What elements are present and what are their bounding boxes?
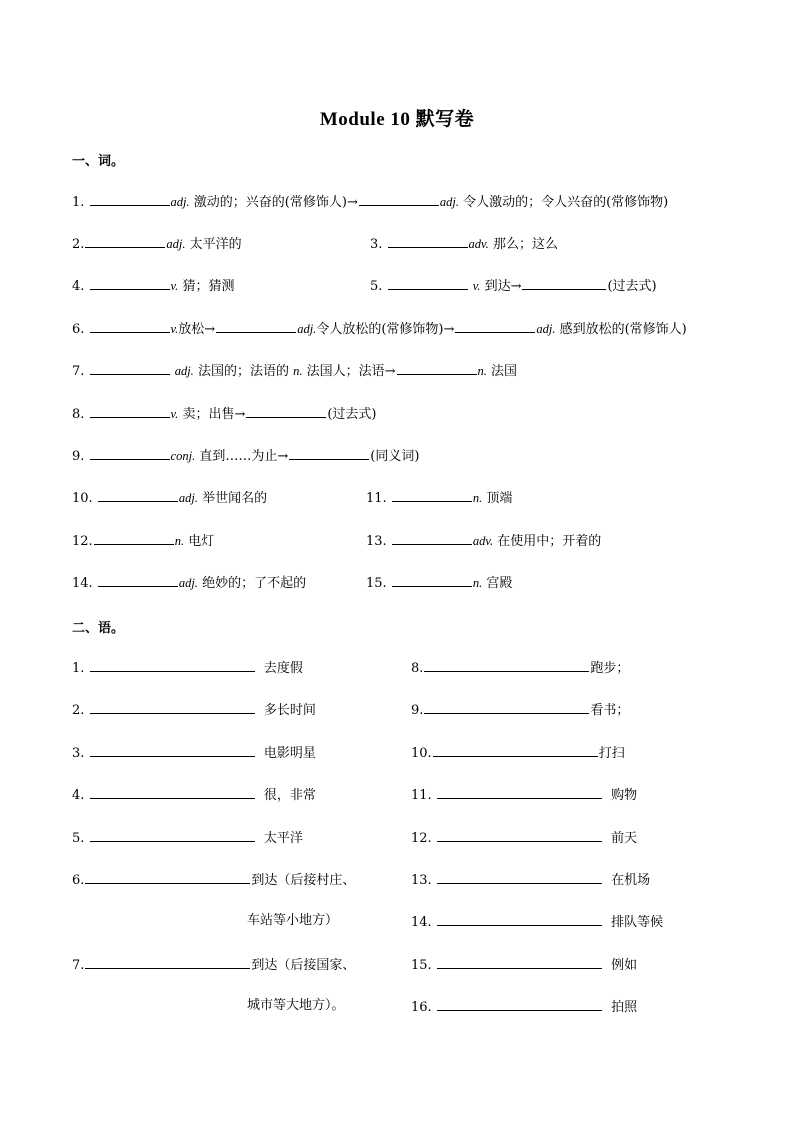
item-number: 9.: [72, 449, 85, 464]
item-number: 15.: [411, 958, 432, 973]
answer-blank[interactable]: [437, 785, 602, 799]
answer-blank[interactable]: [85, 955, 250, 969]
phrase-item-4: [72, 785, 316, 805]
item-number: 4.: [72, 788, 85, 803]
item-number: 12.: [411, 831, 432, 846]
item-number: 14.: [72, 576, 93, 591]
item-number: 6.: [72, 322, 85, 337]
definition: 电灯: [188, 534, 215, 549]
answer-blank[interactable]: [90, 319, 170, 333]
pos-label: adj.: [439, 195, 459, 209]
phrase-meaning: 太平洋: [263, 831, 303, 846]
phrase-item-5: [72, 828, 303, 848]
pos-label: adj.: [178, 576, 198, 590]
pos-label: adj.: [174, 364, 194, 378]
answer-blank[interactable]: [85, 870, 250, 884]
pos-label: adv.: [472, 534, 494, 548]
pos-label: n.: [174, 534, 185, 548]
phrase-item-16: [411, 997, 637, 1017]
answer-blank[interactable]: [90, 658, 255, 672]
answer-blank[interactable]: [388, 234, 468, 248]
pos-label: n.: [477, 364, 487, 378]
definition: 令人放松的(常修饰物)→: [316, 322, 455, 337]
vocab-item-5: [370, 276, 657, 296]
phrase-meaning: 很，非常: [263, 788, 316, 803]
definition: 放松→: [178, 322, 216, 337]
definition: 到达→: [484, 279, 522, 294]
phrase-item-3: [72, 743, 316, 763]
definition: 举世闻名的: [202, 491, 268, 506]
pos-label: n.: [472, 491, 483, 505]
answer-blank[interactable]: [90, 361, 170, 375]
answer-blank[interactable]: [392, 531, 472, 545]
definition: 直到……为止→: [199, 449, 289, 464]
pos-label: v.: [170, 322, 179, 336]
item-number: 6.: [72, 873, 85, 888]
answer-blank[interactable]: [437, 870, 602, 884]
pos-label: conj.: [170, 449, 196, 463]
pos-label: n.: [472, 576, 483, 590]
phrase-item-9: [411, 700, 629, 720]
vocab-item-8: [72, 404, 377, 424]
phrase-item-10: [411, 743, 625, 763]
item-number: 11.: [411, 788, 432, 803]
answer-blank[interactable]: [90, 700, 255, 714]
pos-label: adj.: [536, 322, 556, 336]
phrase-item-15: [411, 955, 637, 975]
phrase-meaning: 去度假: [263, 661, 303, 676]
phrase-item-6: [72, 870, 355, 890]
item-number: 7.: [72, 364, 85, 379]
phrase-item-7-continued: 城市等大地方）。: [247, 998, 345, 1013]
answer-blank[interactable]: [289, 446, 369, 460]
pos-label: adv.: [468, 237, 489, 251]
item-number: 8.: [72, 407, 85, 422]
item-number: 16.: [411, 1000, 432, 1015]
answer-blank[interactable]: [90, 743, 255, 757]
vocab-item-10: [72, 488, 267, 508]
item-number: 4.: [72, 279, 85, 294]
definition: 猜；猜测: [182, 279, 235, 294]
definition: 那么；这么: [492, 237, 558, 252]
answer-blank[interactable]: [392, 573, 472, 587]
answer-blank[interactable]: [397, 361, 477, 375]
pos-label: adj.: [166, 237, 186, 251]
item-number: 13.: [411, 873, 432, 888]
form-note: (过去式): [327, 407, 377, 422]
answer-blank[interactable]: [246, 404, 326, 418]
pos-label: adj.: [178, 491, 198, 505]
item-number: 15.: [366, 576, 387, 591]
answer-blank[interactable]: [90, 785, 255, 799]
phrase-item-13: [411, 870, 650, 890]
phrase-meaning: 在机场: [611, 873, 651, 888]
item-number: 11.: [366, 491, 387, 506]
item-number: 10.: [72, 491, 93, 506]
phrase-item-6-continued: 车站等小地方）: [247, 913, 339, 928]
phrase-meaning: 跑步；: [590, 661, 630, 676]
phrase-item-2: [72, 700, 316, 720]
answer-blank[interactable]: [437, 912, 602, 926]
answer-blank[interactable]: [98, 488, 178, 502]
answer-blank[interactable]: [388, 276, 468, 290]
answer-blank[interactable]: [90, 828, 255, 842]
pos-label: v.: [170, 407, 179, 421]
phrase-item-11: [411, 785, 637, 805]
vocab-item-3: [370, 234, 558, 254]
answer-blank[interactable]: [455, 319, 535, 333]
section-heading-vocab: 一、词。: [72, 154, 125, 169]
phrase-meaning: 排队等候: [611, 915, 664, 930]
phrase-meaning: 到达（后接村庄、: [251, 873, 356, 888]
definition: 感到放松的(常修饰人): [559, 322, 687, 337]
definition: 卖；出售→: [182, 407, 246, 422]
item-number: 2.: [72, 703, 85, 718]
item-number: 1.: [72, 195, 85, 210]
item-number: 5.: [72, 831, 85, 846]
phrase-item-12: [411, 828, 637, 848]
definition: 令人激动的；令人兴奋的(常修饰物): [463, 195, 669, 210]
phrase-meaning: 例如: [611, 958, 638, 973]
item-number: 7.: [72, 958, 85, 973]
vocab-item-13: [366, 531, 601, 551]
item-number: 5.: [370, 279, 383, 294]
item-number: 3.: [370, 237, 383, 252]
definition: 在使用中；开着的: [497, 534, 602, 549]
item-number: 8.: [411, 661, 424, 676]
answer-blank[interactable]: [437, 828, 602, 842]
answer-blank[interactable]: [90, 192, 170, 206]
vocab-item-1: [72, 192, 668, 212]
pos-label: v.: [170, 279, 179, 293]
answer-blank[interactable]: [359, 192, 439, 206]
vocab-item-6: [72, 319, 687, 339]
page-title: Module 10 默写卷: [319, 109, 475, 130]
vocab-item-15: [366, 573, 512, 593]
item-number: 9.: [411, 703, 424, 718]
phrase-meaning: 拍照: [611, 1000, 638, 1015]
section-heading-phrases: 二、语。: [72, 621, 125, 636]
vocab-item-2: [72, 234, 242, 254]
definition: 太平洋的: [189, 237, 242, 252]
vocab-item-14: [72, 573, 306, 593]
definition: 法国: [491, 364, 518, 379]
answer-blank[interactable]: [85, 234, 165, 248]
phrase-item-7: [72, 955, 355, 975]
phrase-meaning: 看书；: [590, 703, 630, 718]
answer-blank[interactable]: [424, 700, 589, 714]
answer-blank[interactable]: [94, 531, 174, 545]
pos-label: v.: [472, 279, 481, 293]
phrase-item-8: [411, 658, 629, 678]
vocab-item-4: [72, 276, 234, 296]
item-number: 1.: [72, 661, 85, 676]
pos-label: n.: [293, 364, 303, 378]
phrase-meaning: 购物: [611, 788, 638, 803]
definition: 法国人；法语→: [306, 364, 396, 379]
item-number: 12.: [72, 534, 93, 549]
definition: 绝妙的；了不起的: [202, 576, 307, 591]
item-number: 2.: [72, 237, 85, 252]
phrase-meaning: 打扫: [598, 746, 625, 761]
phrase-meaning: 电影明星: [263, 746, 316, 761]
definition: 法国的；法语的: [197, 364, 289, 379]
answer-blank[interactable]: [90, 446, 170, 460]
form-note: (过去式): [607, 279, 657, 294]
answer-blank[interactable]: [437, 955, 602, 969]
item-number: 10.: [411, 746, 432, 761]
phrase-meaning: 前天: [611, 831, 638, 846]
form-note: (同义词): [370, 449, 420, 464]
answer-blank[interactable]: [98, 573, 178, 587]
definition: 顶端: [486, 491, 513, 506]
phrase-item-14: [411, 912, 663, 932]
answer-blank[interactable]: [216, 319, 296, 333]
item-number: 14.: [411, 915, 432, 930]
vocab-item-12: [72, 531, 214, 551]
definition: 宫殿: [486, 576, 513, 591]
answer-blank[interactable]: [424, 658, 589, 672]
pos-label: adj.: [297, 322, 317, 336]
answer-blank[interactable]: [437, 997, 602, 1011]
vocab-item-11: [366, 488, 512, 508]
answer-blank[interactable]: [90, 404, 170, 418]
answer-blank[interactable]: [90, 276, 170, 290]
definition: 激动的；兴奋的(常修饰人)→: [193, 195, 358, 210]
answer-blank[interactable]: [392, 488, 472, 502]
phrase-meaning: 到达（后接国家、: [251, 958, 356, 973]
phrase-meaning: 多长时间: [263, 703, 316, 718]
answer-blank[interactable]: [433, 743, 598, 757]
vocab-item-9: [72, 446, 419, 466]
item-number: 3.: [72, 746, 85, 761]
vocab-item-7: [72, 361, 517, 381]
answer-blank[interactable]: [522, 276, 606, 290]
item-number: 13.: [366, 534, 387, 549]
pos-label: adj.: [170, 195, 190, 209]
phrase-item-1: [72, 658, 303, 678]
